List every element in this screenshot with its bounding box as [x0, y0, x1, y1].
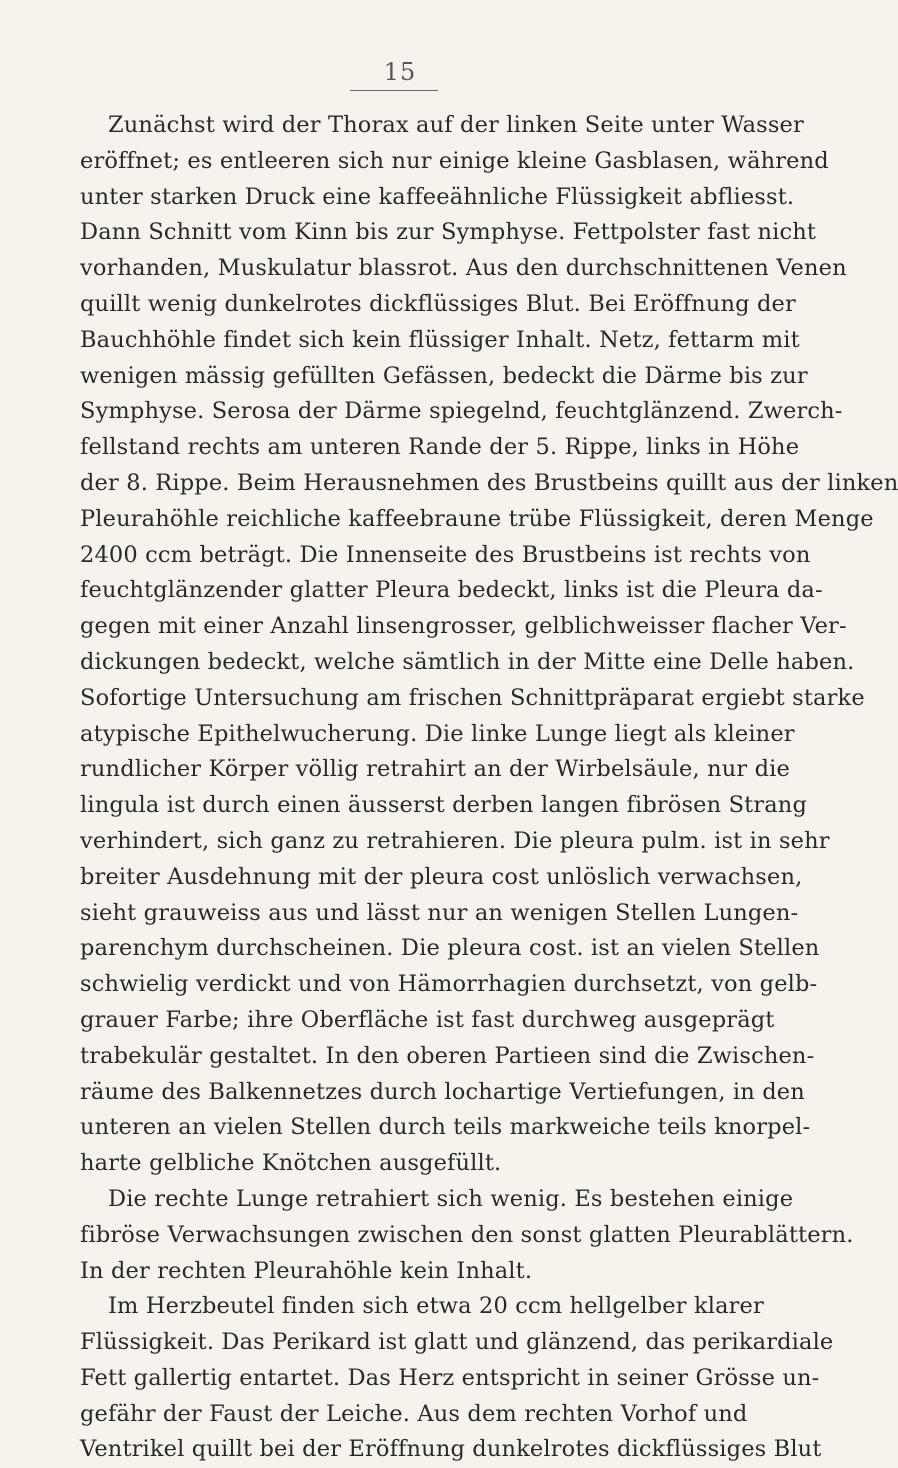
text-line: unter starken Druck eine kaffeeähnliche Flüssigkeit abfliesst. — [80, 183, 795, 210]
text-line: fellstand rechts am unteren Rande der 5. Rippe, links in Höhe — [80, 434, 800, 461]
header-rule — [350, 90, 438, 91]
text-line: Die rechte Lunge retrahiert sich wenig. Es bestehen einige — [108, 1185, 794, 1212]
text-line: 2400 ccm beträgt. Die Innenseite des Brustbeins ist rechts von — [80, 541, 811, 568]
text-line: schwielig verdickt und von Hämorrhagien durchsetzt, von gelb- — [80, 971, 818, 998]
text-line: gefähr der Faust der Leiche. Aus dem rechten Vorhof und — [80, 1400, 748, 1427]
body-text — [80, 108, 898, 1468]
text-line: vorhanden, Muskulatur blassrot. Aus den durchschnittenen Venen — [80, 255, 847, 282]
text-line: parenchym durchscheinen. Die pleura cost. ist an vielen Stellen — [80, 935, 820, 962]
text-line: Im Herzbeutel finden sich etwa 20 ccm hellgelber klarer — [108, 1293, 764, 1320]
text-line: dickungen bedeckt, welche sämtlich in der Mitte eine Delle haben. — [80, 648, 855, 675]
text-line: sieht grauweiss aus und lässt nur an wenigen Stellen Lungen- — [80, 899, 799, 926]
text-line: unteren an vielen Stellen durch teils markweiche teils knorpel- — [80, 1114, 811, 1141]
text-line: fibröse Verwachsungen zwischen den sonst glatten Pleurablättern. — [80, 1221, 854, 1248]
text-line: Flüssigkeit. Das Perikard ist glatt und glänzend, das perikardiale — [80, 1329, 834, 1356]
page-number: 15 — [383, 58, 417, 86]
text-line: Bauchhöhle findet sich kein flüssiger Inhalt. Netz, fettarm mit — [80, 326, 800, 353]
text-line: Zunächst wird der Thorax auf der linken Seite unter Wasser — [108, 112, 804, 138]
text-line: rundlicher Körper völlig retrahirt an der Wirbelsäule, nur die — [80, 756, 790, 783]
text-line: Symphyse. Serosa der Därme spiegelnd, feuchtglänzend. Zwerch- — [80, 398, 843, 425]
text-line: quillt wenig dunkelrotes dickflüssiges Blut. Bei Eröffnung der — [80, 290, 796, 317]
text-line: räume des Balkennetzes durch lochartige Vertiefungen, in den — [80, 1078, 805, 1105]
text-line: Pleurahöhle reichliche kaffeebraune trübe Flüssigkeit, deren Menge — [80, 505, 874, 532]
text-line: trabekulär gestaltet. In den oberen Partieen sind die Zwischen- — [80, 1042, 815, 1069]
text-line: atypische Epithelwucherung. Die linke Lunge liegt als kleiner — [80, 720, 795, 747]
text-line: wenigen mässig gefüllten Gefässen, bedeckt die Därme bis zur — [80, 362, 808, 389]
text-line: In der rechten Pleurahöhle kein Inhalt. — [80, 1257, 533, 1284]
text-line: lingula ist durch einen äusserst derben langen fibrösen Strang — [80, 792, 807, 819]
text-line: eröffnet; es entleeren sich nur einige kleine Gasblasen, während — [80, 147, 829, 174]
text-line: gegen mit einer Anzahl linsengrosser, gelblichweisser flacher Ver- — [80, 613, 847, 640]
text-line: Sofortige Untersuchung am frischen Schnittpräparat ergiebt starke — [80, 684, 865, 711]
text-line: Dann Schnitt vom Kinn bis zur Symphyse. Fettpolster fast nicht — [80, 219, 817, 246]
text-line: der 8. Rippe. Beim Herausnehmen des Brustbeins quillt aus der linken — [80, 469, 898, 496]
text-line: Fett gallertig entartet. Das Herz entspricht in seiner Grösse un- — [80, 1364, 820, 1391]
text-line: verhindert, sich ganz zu retrahieren. Die pleura pulm. ist in sehr — [80, 827, 830, 854]
text-line: harte gelbliche Knötchen ausgefüllt. — [80, 1150, 502, 1177]
text-line: grauer Farbe; ihre Oberfläche ist fast durchweg ausgeprägt — [80, 1006, 775, 1033]
text-line: feuchtglänzender glatter Pleura bedeckt, links ist die Pleura da- — [80, 577, 823, 604]
text-line: breiter Ausdehnung mit der pleura cost unlöslich verwachsen, — [80, 863, 803, 890]
text-line: Ventrikel quillt bei der Eröffnung dunkelrotes dickflüssiges Blut — [80, 1436, 822, 1463]
